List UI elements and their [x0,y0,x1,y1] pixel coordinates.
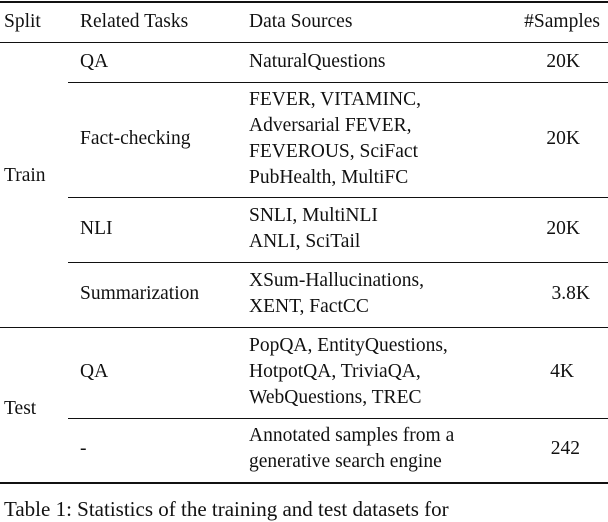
task-cell: QA [80,361,109,382]
top-rule [0,1,608,3]
sources-cell: XENT, FactCC [249,296,369,317]
header-samples: #Samples [524,11,600,32]
sources-cell: generative search engine [249,451,442,472]
header-rule [0,42,608,43]
row-rule [68,418,608,419]
samples-cell: 20K [546,218,580,239]
task-cell: NLI [80,218,113,239]
samples-cell: 242 [550,438,580,459]
sources-cell: FEVEROUS, SciFact [249,141,419,162]
samples-cell: 3.8K [551,283,590,304]
samples-cell: 20K [546,128,580,149]
group-rule [0,327,608,328]
sources-cell: PubHealth, MultiFC [249,167,409,188]
task-cell: Fact-checking [80,128,191,149]
table-caption: Table 1: Statistics of the training and test datasets for [4,497,449,521]
sources-cell: SNLI, MultiNLI [249,205,378,226]
header-related-tasks: Related Tasks [80,11,189,32]
task-cell: Summarization [80,283,200,304]
sources-cell: WebQuestions, TREC [249,387,422,408]
sources-cell: Adversarial FEVER, [249,115,412,136]
sources-cell: ANLI, SciTail [249,231,361,252]
task-cell: - [80,438,87,459]
sources-cell: FEVER, VITAMINC, [249,89,421,110]
row-rule [68,262,608,263]
row-rule [68,197,608,198]
bottom-rule [0,482,608,484]
sources-cell: PopQA, EntityQuestions, [249,335,448,356]
samples-cell: 20K [546,51,580,72]
sources-cell: Annotated samples from a [249,425,455,446]
header-data-sources: Data Sources [249,11,353,32]
task-cell: QA [80,51,109,72]
sources-cell: HotpotQA, TriviaQA, [249,361,421,382]
row-rule [68,82,608,83]
header-split: Split [4,11,41,32]
split-test: Test [4,398,37,419]
sources-cell: NaturalQuestions [249,51,386,72]
sources-cell: XSum-Hallucinations, [249,270,424,291]
samples-cell: 4K [550,361,574,382]
split-train: Train [4,165,46,186]
